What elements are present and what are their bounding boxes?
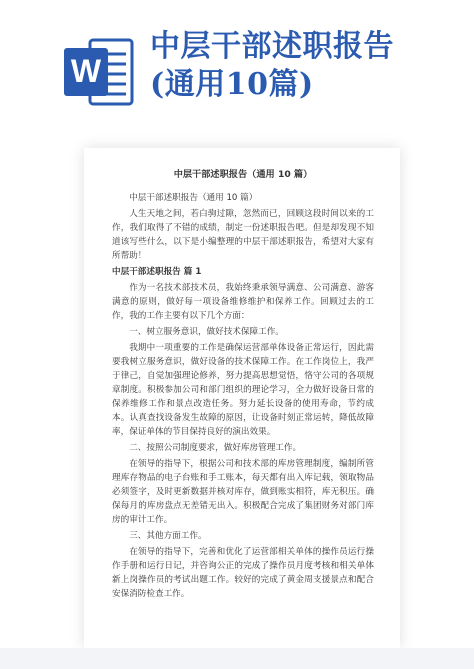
document-title: 中层干部述职报告（通用 10 篇） xyxy=(173,169,313,180)
paragraph: 三、其他方面工作。 xyxy=(129,531,207,541)
document-subtitle: 中层干部述职报告（通用 10 篇） xyxy=(129,193,258,203)
title-line-2: (通用10篇) xyxy=(150,67,314,102)
intro-paragraph: 人生天地之间，若白驹过隙，忽然而已，回顾这段时间以来的工作，我们取得了不错的成绩，制定一份述职报告吧。但是却发现不知道该写些什么，以下是小编整理的中层干部述职报告，希望对大家有所帮助！ xyxy=(112,209,374,261)
page-title xyxy=(150,28,470,104)
svg-text:W: W xyxy=(70,53,102,89)
title-line-1: 中层干部述职报告 xyxy=(150,29,394,64)
paragraph: 在领导的指导下，完善和优化了运营部相关单体的操作员运行操作手册和运行日记，并咨询公正的完成了操作员月度考核和相关单体新上岗操作员的考试出题工作。较好的完成了黄金周支援景点和配合安保消防检查工作。 xyxy=(112,547,374,599)
paragraph: 我期中一项重要的工作是确保运营部单体设备正常运行，因此需要我树立服务意识，做好设备的技术保障工作。在工作岗位上，我严于律己，自觉加强理论修养，努力提高思想觉悟，恪守公司的各项规章制度。积极参加公司和部门组织的理论学习，全力做好设备日常的保养维修工作和景点改造任务。努力延长设备的使用寿命，节约成本。认真查找设备发生故障的原因，让设备时刻正常运转，降低故障率，保证单体的节目保持良好的演出效果。 xyxy=(112,343,374,437)
paragraph: 在领导的指导下，根据公司和技术部的库房管理制度，编制所管理库存物品的电子台账和手工账本，每天都有出入库记载，领取物品必须签字，及时更新数据并核对库存，做到账实相符，库无积压。确保每月的库房盘点无差错无出入。积极配合完成了集团财务对部门库房的审计工作。 xyxy=(112,459,374,525)
bottom-bar xyxy=(0,648,474,669)
paragraph: 一、树立服务意识，做好技术保障工作。 xyxy=(129,327,284,337)
section-heading: 中层干部述职报告 篇 1 xyxy=(112,267,202,277)
document-page xyxy=(84,148,400,648)
header xyxy=(0,0,474,120)
paragraph: 作为一名技术部技术员，我始终秉承领导满意、公司满意、游客满意的原则，做好每一项设备维修维护和保养工作。回顾过去的工作，我的工作主要有以下几个方面： xyxy=(112,283,374,321)
word-document-icon xyxy=(64,38,134,106)
document-body xyxy=(112,168,374,603)
paragraph: 二、按照公司制度要求，做好库房管理工作。 xyxy=(129,443,302,453)
